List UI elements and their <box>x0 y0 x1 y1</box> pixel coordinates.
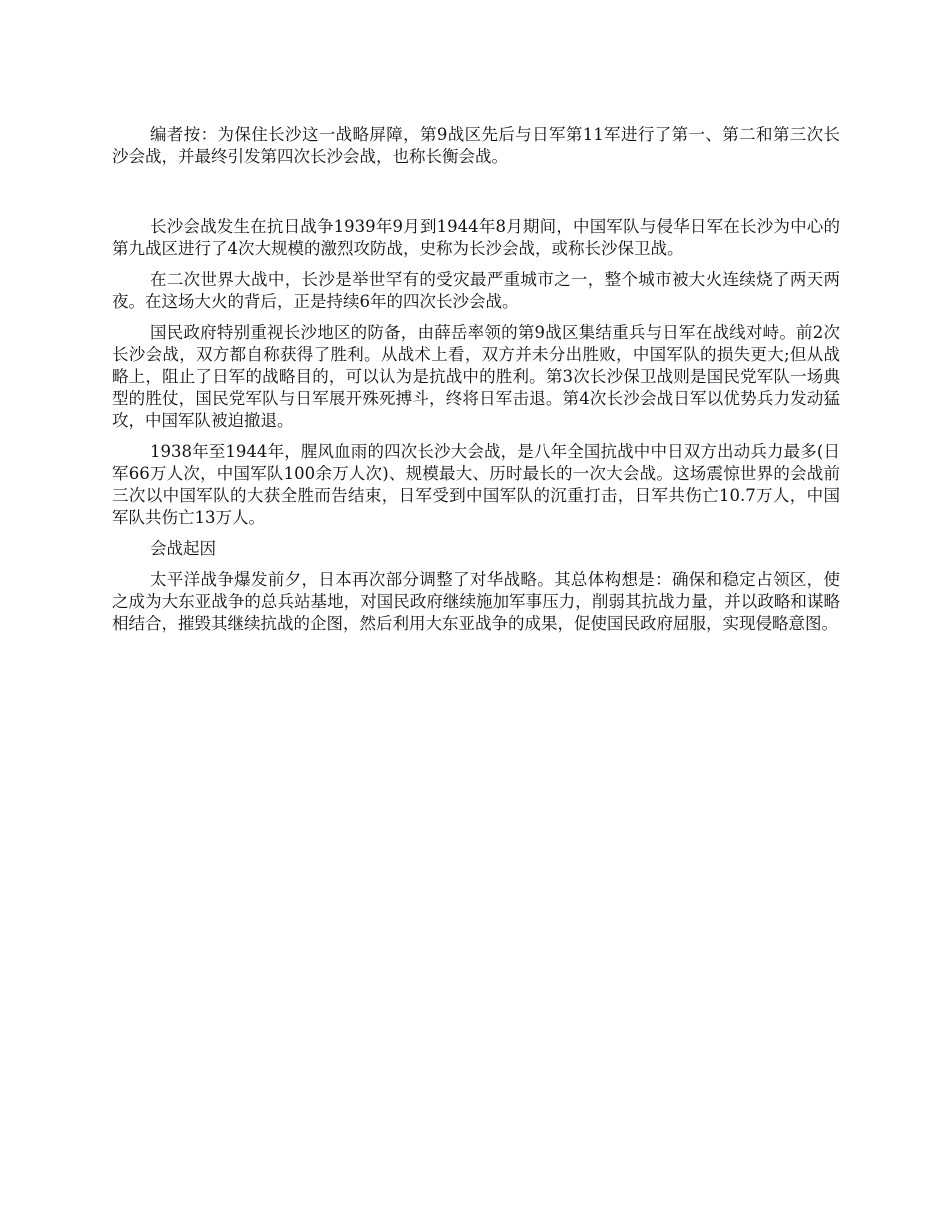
editor-note: 编者按：为保住长沙这一战略屏障，第9战区先后与日军第11军进行了第一、第二和第三次长沙会战，并最终引发第四次长沙会战，也称长衡会战。 <box>112 125 840 166</box>
body-paragraph-3: 国民政府特别重视长沙地区的防备，由薛岳率领的第9战区集结重兵与日军在战线对峙。前2次长沙会战，双方都自称获得了胜利。从战术上看，双方并未分出胜败，中国军队的损失更大;但从战略上，阻止了日军的战略目的，可以认为是抗战中的胜利。第3次长沙保卫战则是国民党军队一场典型的胜仗，国民党军队与日军展开殊死搏斗，终将日军击退。第4次长沙会战日军以优势兵力发动猛攻，中国军队被迫撤退。 <box>112 323 840 430</box>
section-heading: 会战起因 <box>150 539 216 558</box>
body-paragraph-1: 长沙会战发生在抗日战争1939年9月到1944年8月期间，中国军队与侵华日军在长沙为中心的第九战区进行了4次大规模的激烈攻防战，史称为长沙会战，或称长沙保卫战。 <box>112 217 840 258</box>
body-paragraph-4: 1938年至1944年，腥风血雨的四次长沙大会战，是八年全国抗战中中日双方出动兵力最多(日军66万人次，中国军队100余万人次)、规模最大、历时最长的一次大会战。这场震惊世界的会战前三次以中国军队的大获全胜而告结束，日军受到中国军队的沉重打击，日军共伤亡10.7万人，中国军队共伤亡13万人。 <box>112 442 840 527</box>
body-paragraph-2: 在二次世界大战中，长沙是举世罕有的受灾最严重城市之一，整个城市被大火连续烧了两天两夜。在这场大火的背后，正是持续6年的四次长沙会战。 <box>112 270 840 311</box>
document-page <box>112 124 840 644</box>
section-paragraph-1: 太平洋战争爆发前夕，日本再次部分调整了对华战略。其总体构想是：确保和稳定占领区，使之成为大东亚战争的总兵站基地，对国民政府继续施加军事压力，削弱其抗战力量，并以政略和谋略相结合，摧毁其继续抗战的企图，然后利用大东亚战争的成果，促使国民政府屈服，实现侵略意图。 <box>112 570 840 633</box>
